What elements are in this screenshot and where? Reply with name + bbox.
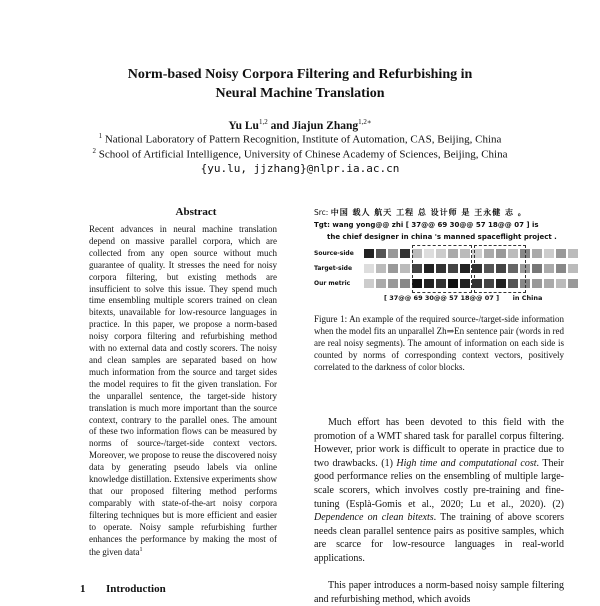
author-and: and bbox=[267, 119, 292, 132]
source-block-15 bbox=[544, 249, 554, 258]
metric-block-3 bbox=[400, 279, 410, 288]
source-block-16 bbox=[556, 249, 566, 258]
figure-tgt-prefix: Tgt: bbox=[314, 221, 330, 229]
affiliation-2 bbox=[0, 147, 600, 161]
paper-title bbox=[0, 65, 600, 103]
dashed-highlight-box-1 bbox=[412, 245, 472, 293]
source-block-14 bbox=[532, 249, 542, 258]
p1-italic-2: Dependence on clean bitexts bbox=[314, 512, 434, 524]
target-block-3 bbox=[400, 264, 410, 273]
p1-italic-1: High time and computational cost bbox=[396, 457, 537, 469]
p1-part-a: Much effort has been devoted to this field with the promotion of a WMT shared task for parallel corpus filtering. However, prior work is difficult to operate in practice due to two drawbacks. (1) bbox=[314, 417, 564, 469]
affiliation-2-text: School of Artificial Intelligence, University of Chinese Academy of Sciences, Beijing, China bbox=[98, 148, 508, 161]
title-line-2: Neural Machine Translation bbox=[215, 86, 385, 101]
footnote-mark[interactable]: 1 bbox=[139, 547, 143, 554]
target-block-0 bbox=[364, 264, 374, 273]
target-block-2 bbox=[388, 264, 398, 273]
dashed-highlight-box-2 bbox=[474, 245, 526, 293]
author-line bbox=[0, 118, 600, 132]
source-block-3 bbox=[400, 249, 410, 258]
label-source-side: Source-side bbox=[314, 250, 354, 257]
intro-paragraph-2: This paper introduces a norm-based noisy sample filtering and refurbishing method, which avoids bbox=[314, 580, 564, 605]
source-block-2 bbox=[388, 249, 398, 258]
abstract-body: Recent advances in neural machine translation depend on massive parallel corpora, which are collected from any open source without much guarantee of quality. It stresses the need for noisy corpora filtering, but existing methods are insufficient to solve this issue. They spend much time ensembling multiple scorers trained on clean bitexts, unavailable for low-resource languages in practice. In this paper, we propose a norm-based noisy corpora filtering and refurbishing method with no external data and costly scorers. The noisy and clean samples are separated based on how much information from the source and target sides the model requires to fit the given translation. For the unparallel sentence, the target-side history translation is much more important than the source context, contrary to the parallel ones. The amount of these two information flows can be measured by norms of source-/target-side context vectors. Moreover, we propose to reuse the discovered noisy data by generating pseudo labels via online knowledge distillation. Extensive experiments show that our proposed filtering method performs comparably with state-of-the-art noisy corpora filtering techniques but is more efficient and easier to operate. Noisy sample refurbishing further enhances the performance by making the most of the given data bbox=[89, 224, 277, 558]
affiliation-1-sup: 1 bbox=[98, 132, 103, 140]
metric-block-15 bbox=[544, 279, 554, 288]
section-heading-introduction bbox=[80, 583, 166, 595]
figure-target-line-2: the chief designer in china 's manned spaceflight project . bbox=[327, 233, 557, 241]
p1-part-b: . Their good performance relies on the ensembling of multiple large-scale scorers, which involves costly pre-training and fine-tuning (Esplà-Gomis et al., 2020; Lu et al., 2020). (2) bbox=[314, 457, 564, 510]
author-2: Jiajun Zhang bbox=[291, 119, 359, 132]
figure-src-prefix: Src: bbox=[314, 208, 329, 217]
figure-source-sentence bbox=[314, 207, 527, 218]
author-1-sup: 1,2 bbox=[258, 118, 268, 126]
label-target-side: Target-side bbox=[314, 265, 353, 272]
section-number: 1 bbox=[80, 583, 86, 595]
affiliation-1-text: National Laboratory of Pattern Recognition, Institute of Automation, CAS, Beijing, China bbox=[104, 133, 502, 146]
figure-bottom-tokens: [ 37@@ 69 30@@ 57 18@@ 07 ] in China bbox=[384, 294, 543, 302]
source-block-1 bbox=[376, 249, 386, 258]
author-email[interactable]: {yu.lu, jjzhang}@nlpr.ia.ac.cn bbox=[200, 162, 400, 175]
affiliation-2-sup: 2 bbox=[92, 147, 96, 155]
author-1: Yu Lu bbox=[228, 119, 259, 132]
author-2-sup: 1,2∗ bbox=[358, 118, 372, 126]
metric-block-14 bbox=[532, 279, 542, 288]
target-block-17 bbox=[568, 264, 578, 273]
figure-tgt-text-1: wang yong@@ zhi [ 37@@ 69 30@@ 57 18@@ 07 ] is bbox=[332, 221, 539, 229]
abstract-heading: Abstract bbox=[175, 206, 217, 218]
source-block-17 bbox=[568, 249, 578, 258]
metric-block-16 bbox=[556, 279, 566, 288]
target-block-15 bbox=[544, 264, 554, 273]
metric-block-2 bbox=[388, 279, 398, 288]
figure-src-text: 中国 载人 航天 工程 总 设计师 是 王永健 志 。 bbox=[330, 208, 527, 217]
target-block-1 bbox=[376, 264, 386, 273]
figure-target-line-1 bbox=[314, 221, 539, 229]
p1-part-c: . The training of above scorers needs clean parallel sentence pairs as positive samples, which are scarce for low-resource languages in real-world applications. bbox=[314, 512, 564, 564]
target-block-16 bbox=[556, 264, 566, 273]
intro-paragraph-1 bbox=[314, 416, 564, 566]
label-our-metric: Our metric bbox=[314, 280, 351, 287]
figure-1 bbox=[314, 207, 564, 307]
section-title: Introduction bbox=[106, 583, 166, 595]
metric-block-17 bbox=[568, 279, 578, 288]
metric-block-0 bbox=[364, 279, 374, 288]
metric-block-1 bbox=[376, 279, 386, 288]
affiliation-1 bbox=[0, 132, 600, 146]
abstract-text bbox=[89, 224, 277, 559]
target-block-14 bbox=[532, 264, 542, 273]
figure-caption: Figure 1: An example of the required source-/target-side information when the model fits an unparallel Zh⇒En sentence pair (words in red are real noisy segments). The amount of information on each side is counted by norms of corresponding context vectors, positively correlated to the darkness of color blocks. bbox=[314, 314, 564, 372]
source-block-0 bbox=[364, 249, 374, 258]
title-line-1: Norm-based Noisy Corpora Filtering and Refurbishing in bbox=[127, 67, 473, 82]
